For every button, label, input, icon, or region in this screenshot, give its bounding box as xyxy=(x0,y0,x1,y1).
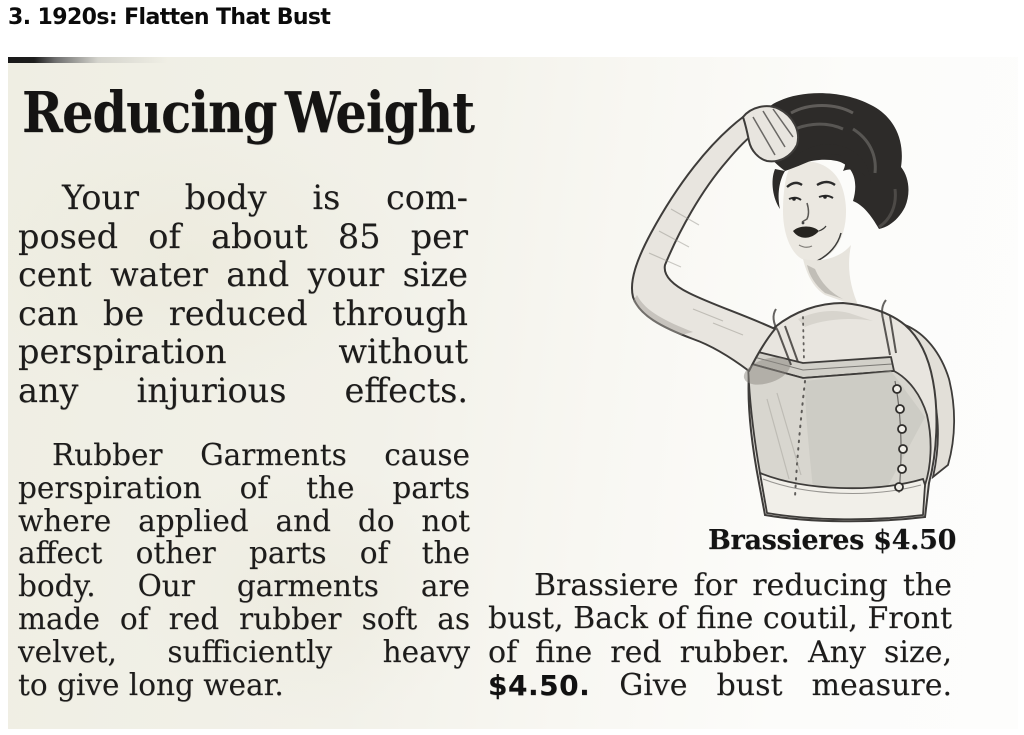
text-line: of fine red rubber. Any size, xyxy=(488,634,952,670)
text-line: can be reduced through xyxy=(18,293,468,333)
ad-paragraph-brassiere xyxy=(488,569,952,669)
text-line: perspiration of the parts xyxy=(18,470,470,505)
text-line: Your body is com- xyxy=(62,178,468,217)
price-rest-text: Give bust measure. xyxy=(619,668,952,703)
text-line: Brassiere for reducing the xyxy=(534,568,952,603)
scan-edge-artifact xyxy=(8,57,168,63)
price-bold-text: $4.50. xyxy=(488,669,591,702)
section-heading: 3. 1920s: Flatten That Bust xyxy=(8,5,331,30)
ad-price-line-wrap xyxy=(488,669,952,702)
text-line: body. Our garments are xyxy=(18,569,470,604)
text-line: perspiration without xyxy=(18,332,468,371)
woman-brassiere-illustration xyxy=(553,69,978,524)
text-line: Rubber Garments cause xyxy=(52,438,470,472)
text-line: where applied and do not xyxy=(18,503,470,538)
text-line: cent water and your size xyxy=(18,255,468,294)
ad-headline: Reducing Weight xyxy=(22,80,475,146)
text-line: bust, Back of fine coutil, Front xyxy=(488,601,952,637)
text-line: affect other parts of the xyxy=(18,536,470,571)
vintage-ad-scan xyxy=(8,57,1018,729)
text-line: velvet, sufficiently heavy xyxy=(18,634,470,669)
text-line: made of red rubber soft as xyxy=(18,601,470,636)
ad-caption-price: Brassieres $4.50 xyxy=(708,525,957,556)
ad-price-line xyxy=(488,669,952,702)
text-line: posed of about 85 per xyxy=(18,216,468,256)
text-line: to give long wear. xyxy=(18,667,284,702)
text-line: any injurious effects. xyxy=(18,370,468,410)
ad-paragraph-rubber-garments xyxy=(18,439,470,701)
ad-paragraph-body-water xyxy=(18,179,468,410)
